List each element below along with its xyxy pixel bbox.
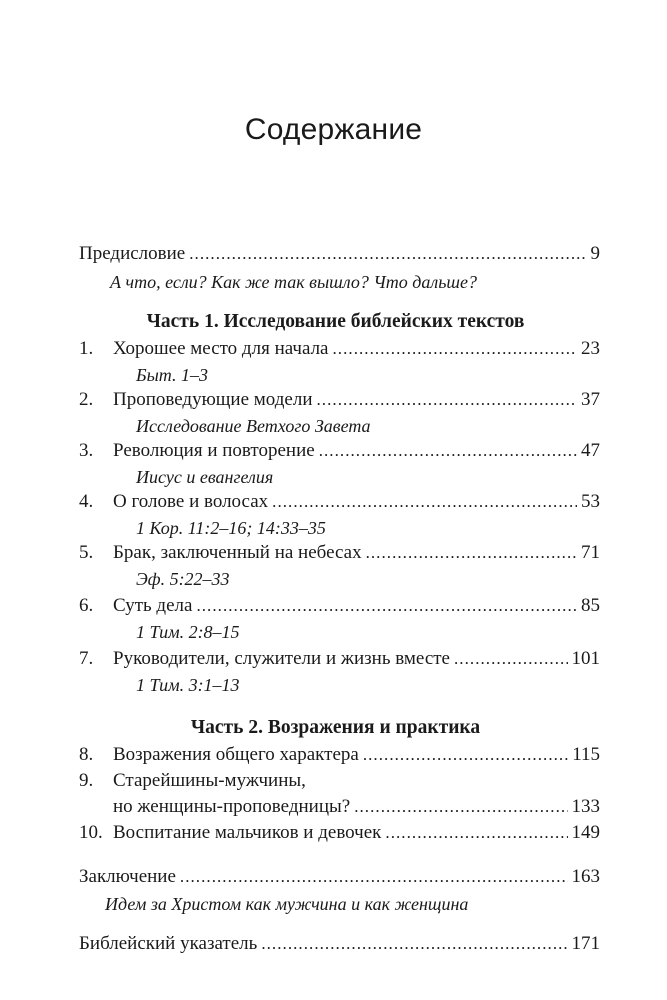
leader-dots xyxy=(363,741,568,769)
chapter-number: 8. xyxy=(79,744,94,765)
leader-dots xyxy=(454,645,568,673)
entry-title: О голове и волосах xyxy=(113,491,269,512)
chapter-number: 3. xyxy=(79,440,94,461)
entry-page: 171 xyxy=(571,933,600,954)
toc-entry-conclusion[interactable] xyxy=(79,863,600,891)
entry-title: Возражения общего характера xyxy=(113,744,359,765)
entry-page: 37 xyxy=(581,389,600,410)
entry-subtitle: 1 Тим. 2:8–15 xyxy=(136,622,240,642)
entry-title: Библейский указатель xyxy=(79,933,258,954)
entry-title: Заключение xyxy=(79,866,176,887)
chapter-number: 10. xyxy=(79,822,103,843)
toc-entry-chapter-4[interactable] xyxy=(79,488,600,516)
entry-title: Старейшины-мужчины, xyxy=(113,770,306,791)
entry-subtitle: Идем за Христом как мужчина и как женщина xyxy=(105,894,469,914)
entry-page: 101 xyxy=(571,648,600,669)
chapter-number: 2. xyxy=(79,389,94,410)
chapter-number: 6. xyxy=(79,595,94,616)
entry-subtitle: 1 Кор. 11:2–16; 14:33–35 xyxy=(136,518,326,538)
toc-entry-chapter-6[interactable] xyxy=(79,592,600,620)
entry-title: Брак, заключенный на небесах xyxy=(113,542,362,563)
entry-page: 23 xyxy=(581,338,600,359)
entry-page: 9 xyxy=(590,243,600,264)
leader-dots xyxy=(180,863,568,891)
entry-title: Хорошее место для начала xyxy=(113,338,329,359)
chapter-number: 9. xyxy=(79,770,94,791)
toc-entry-chapter-9-line2[interactable] xyxy=(113,793,600,821)
leader-dots xyxy=(385,819,567,847)
entry-page: 133 xyxy=(571,796,600,817)
leader-dots xyxy=(319,437,577,465)
leader-dots xyxy=(366,539,577,567)
toc-entry-index[interactable] xyxy=(79,930,600,958)
toc-entry-chapter-9-line1[interactable] xyxy=(79,767,306,795)
entry-page: 53 xyxy=(581,491,600,512)
leader-dots xyxy=(196,592,577,620)
entry-page: 71 xyxy=(581,542,600,563)
entry-title: Воспитание мальчиков и девочек xyxy=(113,822,382,843)
entry-subtitle: Эф. 5:22–33 xyxy=(136,569,230,589)
toc-entry-preface[interactable] xyxy=(79,240,600,268)
toc-entry-chapter-2[interactable] xyxy=(79,386,600,414)
entry-title: Проповедующие модели xyxy=(113,389,313,410)
leader-dots xyxy=(333,335,578,363)
toc-entry-chapter-10[interactable] xyxy=(79,819,600,847)
leader-dots xyxy=(317,386,578,414)
entry-title-continued: но женщины-проповедницы? xyxy=(113,796,351,817)
entry-page: 163 xyxy=(571,866,600,887)
entry-page: 47 xyxy=(581,440,600,461)
chapter-number: 7. xyxy=(79,648,94,669)
page-title: Содержание xyxy=(244,113,423,146)
leader-dots xyxy=(261,930,567,958)
entry-subtitle: Быт. 1–3 xyxy=(136,365,209,385)
entry-title: Революция и повторение xyxy=(113,440,315,461)
chapter-number: 4. xyxy=(79,491,94,512)
chapter-number: 5. xyxy=(79,542,94,563)
leader-dots xyxy=(272,488,577,516)
entry-title: Суть дела xyxy=(113,595,193,616)
leader-dots xyxy=(189,240,586,268)
entry-subtitle: Исследование Ветхого Завета xyxy=(136,416,371,436)
toc-entry-chapter-5[interactable] xyxy=(79,539,600,567)
part-heading: Часть 2. Возражения и практика xyxy=(190,717,481,738)
chapter-number: 1. xyxy=(79,338,94,359)
entry-title: Руководители, служители и жизнь вместе xyxy=(113,648,450,669)
entry-subtitle: Иисус и евангелия xyxy=(136,467,274,487)
entry-page: 149 xyxy=(571,822,600,843)
entry-page: 85 xyxy=(581,595,600,616)
toc-entry-chapter-8[interactable] xyxy=(79,741,600,769)
part-heading: Часть 1. Исследование библейских текстов xyxy=(146,311,525,332)
leader-dots xyxy=(354,793,567,821)
entry-subtitle: А что, если? Как же так вышло? Что дальше? xyxy=(110,272,477,292)
entry-page: 115 xyxy=(572,744,600,765)
entry-title: Предисловие xyxy=(79,243,186,264)
toc-entry-chapter-1[interactable] xyxy=(79,335,600,363)
entry-subtitle: 1 Тим. 3:1–13 xyxy=(136,675,240,695)
toc-entry-chapter-7[interactable] xyxy=(79,645,600,673)
toc-entry-chapter-3[interactable] xyxy=(79,437,600,465)
